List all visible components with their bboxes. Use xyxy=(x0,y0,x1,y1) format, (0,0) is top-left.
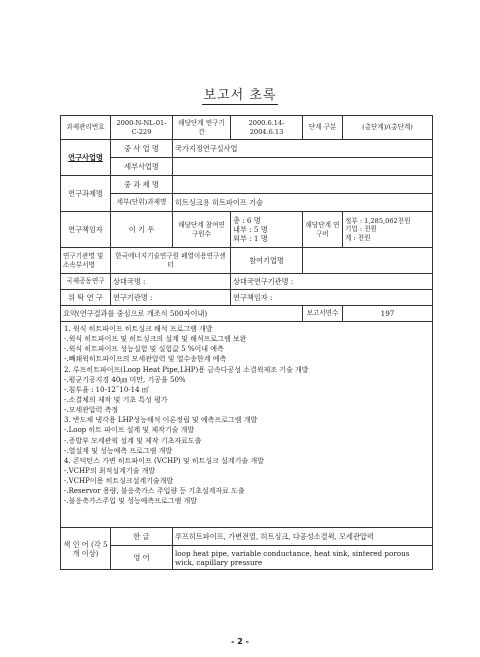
project-row-sub xyxy=(61,158,433,176)
staff-counts xyxy=(231,212,303,248)
keywords-ko: 루프히트파이프, 가변전열, 히트싱크, 다공성소결윅, 모세관압력 xyxy=(173,528,433,546)
pi-name: 이 기 우 xyxy=(111,212,173,248)
outsource-org: 연구기관명 : xyxy=(111,290,231,306)
project-sub-value xyxy=(173,158,433,176)
summary-line: 1. 윅식 히트파이프 히트싱크 해석 프로그램 개발 xyxy=(64,325,213,333)
stage-label: 단계 구분 xyxy=(303,116,343,140)
task-no-value: 2000-N-NL-01-C-229 xyxy=(111,116,173,140)
staff-label: 해당단계 참여연구원수 xyxy=(173,212,231,248)
stage-value: (총단계)/(총단계) xyxy=(343,116,433,140)
keywords-en-label: 영 어 xyxy=(111,546,173,570)
report-title: 보고서 초록 xyxy=(203,88,277,103)
summary-line: -.모세관압력 측정 xyxy=(64,406,119,415)
summary-line: -.증발부 모세관윅 설계 및 제작 기초자료도출 xyxy=(64,436,202,445)
intl-row xyxy=(61,274,433,290)
keywords-ko-label: 한 글 xyxy=(111,528,173,546)
summary-line: -.빼쇄윅히트파이프의 모세관압력 및 열수송한계 예측 xyxy=(64,355,227,364)
research-sub-label: 세부(단위)과제명 xyxy=(111,194,173,212)
research-row-main xyxy=(61,176,433,194)
keywords-ko-row xyxy=(61,528,433,546)
project-label: 연구사업명 xyxy=(61,140,111,176)
summary-line: -.VCHP이용 히트싱크설계기술개발 xyxy=(64,477,174,486)
project-row-main xyxy=(61,140,433,158)
keywords-en-row xyxy=(61,546,433,570)
summary-line: -.VCHP의 최적설계기술 개발 xyxy=(64,466,156,475)
staff-total: 총 : 6 명 xyxy=(233,216,261,225)
budget-gov: 정부 : 1,285,062천원 xyxy=(345,217,411,226)
research-main-label: 중 과 제 명 xyxy=(111,176,173,194)
intl-country: 상대국명 : xyxy=(111,274,231,290)
abstract-form xyxy=(60,115,432,570)
keywords-en: loop heat pipe, variable conductance, heat sink, sintered porous wick, capillary pressure xyxy=(173,546,433,570)
intl-org: 상대국연구기관명 : xyxy=(231,274,433,290)
period-value: 2000.6.14-2004.6.13 xyxy=(231,116,303,140)
pi-row xyxy=(61,212,433,248)
research-label: 연구과제명 xyxy=(61,176,111,212)
summary-body xyxy=(61,322,433,528)
summary-line: 4. 콘덕턴스 가변 히트파이프 (VCHP) 및 히트싱크 설계기술 개발 xyxy=(64,456,264,465)
project-main-label: 중 사 업 명 xyxy=(111,140,173,158)
outsource-label: 위 탁 연 구 xyxy=(61,290,111,306)
summary-line: 2. 루프히트파이프(Loop Heat Pipe,LHP)용 금속다공성 소결윅제조 기술 개발 xyxy=(64,365,309,374)
summary-line: -.평균기공지경 40㎛ 미만, 기공율 50% xyxy=(64,375,186,384)
budget-label: 해당단계 연구비 xyxy=(303,212,343,248)
page-number: - 2 - xyxy=(231,637,249,646)
budget-values xyxy=(343,212,433,248)
outsource-pi: 연구책임자 : xyxy=(231,290,433,306)
summary-line: -.윅식 히트파이프 및 히트싱크의 설계 및 해석프로그램 보완 xyxy=(64,335,247,344)
institution-value: 한국에너지기술연구원 폐열이용연구센터 xyxy=(111,248,231,274)
summary-line: 3. 반도체 냉각용 LHP성능해석 이론정립 및 예측프로그램 개발 xyxy=(64,416,258,425)
summary-line: -.소결체의 제작 및 기초 특성 평가 xyxy=(64,395,168,404)
summary-line: -.불응축가스주입 및 성능예측프로그램 개발 xyxy=(64,497,197,506)
pi-label: 연구책임자 xyxy=(61,212,111,248)
abstract-table xyxy=(60,115,433,570)
project-sub-label: 세부사업명 xyxy=(111,158,173,176)
summary-header-row xyxy=(61,306,433,322)
summary-line: -.Loop 히트 파이프 설계 및 제작기술 개발 xyxy=(64,426,195,435)
institution-row xyxy=(61,248,433,274)
institution-label: 연구기관명 및 소속부서명 xyxy=(61,248,111,274)
research-main-value xyxy=(173,176,433,194)
outsource-row xyxy=(61,290,433,306)
summary-line: -.윅식 히트파이프 성능실험 및 실험값 5 %이내 예측 xyxy=(64,345,224,354)
partner-label: 참여기업명 xyxy=(231,248,303,274)
keywords-label: 색 인 어 (각 5개 이상) xyxy=(61,528,111,570)
partner-value xyxy=(303,248,433,274)
staff-external: 외부 : 1 명 xyxy=(233,234,268,243)
task-row xyxy=(61,116,433,140)
summary-line: -.열설계 및 성능예측 프로그램 개발 xyxy=(64,446,173,455)
task-no-label: 과제관리번호 xyxy=(61,116,111,140)
pages-label: 보고서면수 xyxy=(303,306,343,322)
summary-body-row xyxy=(61,322,433,528)
summary-line: -.침투율 : 10-12˜10-14 ㎡ xyxy=(64,385,149,394)
period-label: 해당단계 연구기간 xyxy=(173,116,231,140)
research-row-sub xyxy=(61,194,433,212)
pages-value: 197 xyxy=(343,306,433,322)
research-sub-value: 히트싱크용 히트파이프 기술 xyxy=(173,194,433,212)
staff-internal: 내부 : 5 명 xyxy=(233,225,268,234)
intl-label: 국제공동연구 xyxy=(61,274,111,290)
summary-line: -.Reservor 용량, 불응축가스 주입량 등 기초설계자료 도출 xyxy=(64,487,245,496)
budget-corp: 기업 : 천원 xyxy=(345,225,377,234)
project-main-value: 국가지정연구실사업 xyxy=(173,140,433,158)
budget-sum: 계 : 천원 xyxy=(345,233,371,242)
summary-label: 요약(연구결과를 중심으로 개조식 500자이내) xyxy=(61,306,303,322)
